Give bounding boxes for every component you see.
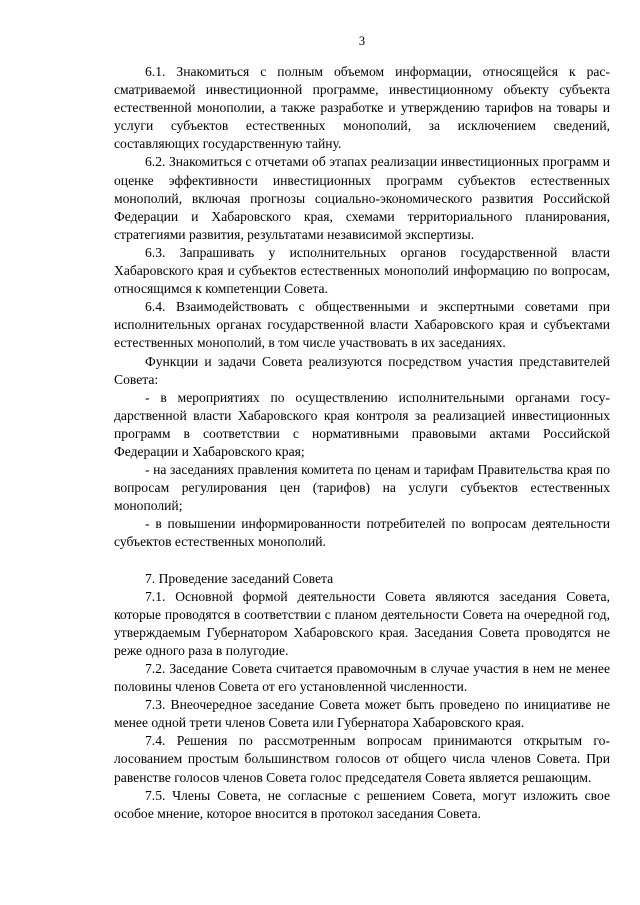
paragraph-7-4: 7.4. Решения по рассмотренным вопросам принимаются открытым голосованием простым большинством голосов от общего числа членов Совета. При равенстве голосов членов Совета голос председателя Совета является решающим. <box>114 733 610 785</box>
paragraph-6-1: 6.1. Знакомиться с полным объемом информации, относящейся к рассматриваемой инвестиционной программе, инвестиционному объекту субъекта естественной монополии, а также разработке и утверждению тарифов на товары и услуги субъектов естественных монополий, за исключением сведений, составляющих государственную тайну. <box>114 64 610 152</box>
section-gap <box>114 552 610 570</box>
list-item-committee-meetings: - на заседаниях правления комитета по ценам и тарифам Правительства края по вопросам регулирования цен (тарифов) на услуги субъектов естественных монополий; <box>114 462 610 514</box>
document-body <box>114 63 610 823</box>
paragraph-7-3: 7.3. Внеочередное заседание Совета может быть проведено по инициативе не менее одной трети членов Совета или Губернатора Хабаровского края. <box>114 697 610 731</box>
paragraph-7-1: 7.1. Основной формой деятельности Совета являются заседания Совета, которые проводятся в соответствии с планом деятельности Совета на очередной год, утверждаемым Губернатором Хабаровского края. Заседания Совета проводятся не реже одного раза в полугодие. <box>114 588 610 658</box>
paragraph-6-2: 6.2. Знакомиться с отчетами об этапах реализации инвестиционных программ и оценке эффективности инвестиционных программ субъектов естественных монополий, включая прогнозы социально-экономического развития Российской Федерации и Хабаровского края, схемами территориального планирования, стратегиями развития, результатами независимой экспертизы. <box>114 154 610 242</box>
paragraph-functions-intro: Функции и задачи Совета реализуются посредством участия представителей Совета: <box>114 353 610 387</box>
paragraph-6-4: 6.4. Взаимодействовать с общественными и экспертными советами при исполнительных органах государственной власти Хабаровского края и субъектами естественных монополий, в том числе участвовать в их заседаниях. <box>114 299 610 351</box>
list-item-control-events: - в мероприятиях по осуществлению исполнительными органами государственной власти Хабаровского края контроля за реализацией инвестиционных программ в соответствии с нормативными правовыми актами Российской Федерации и Хабаровского края; <box>114 389 610 459</box>
paragraph-6-3: 6.3. Запрашивать у исполнительных органов государственной власти Хабаровского края и субъектов естественных монополий информацию по вопросам, относящимся к компетенции Совета. <box>114 244 610 297</box>
list-item-consumer-awareness: - в повышении информированности потребителей по вопросам деятельности субъектов естественных монополий. <box>114 516 610 550</box>
paragraph-7-5: 7.5. Члены Совета, не согласные с решением Совета, могут изложить свое особое мнение, которое вносится в протокол заседания Совета. <box>114 787 610 821</box>
paragraph-7-2: 7.2. Заседание Совета считается правомочным в случае участия в нем не менее половины членов Совета от его установленной численности. <box>114 661 610 695</box>
section-heading-7: 7. Проведение заседаний Совета <box>145 570 334 586</box>
page-number: 3 <box>358 34 366 48</box>
